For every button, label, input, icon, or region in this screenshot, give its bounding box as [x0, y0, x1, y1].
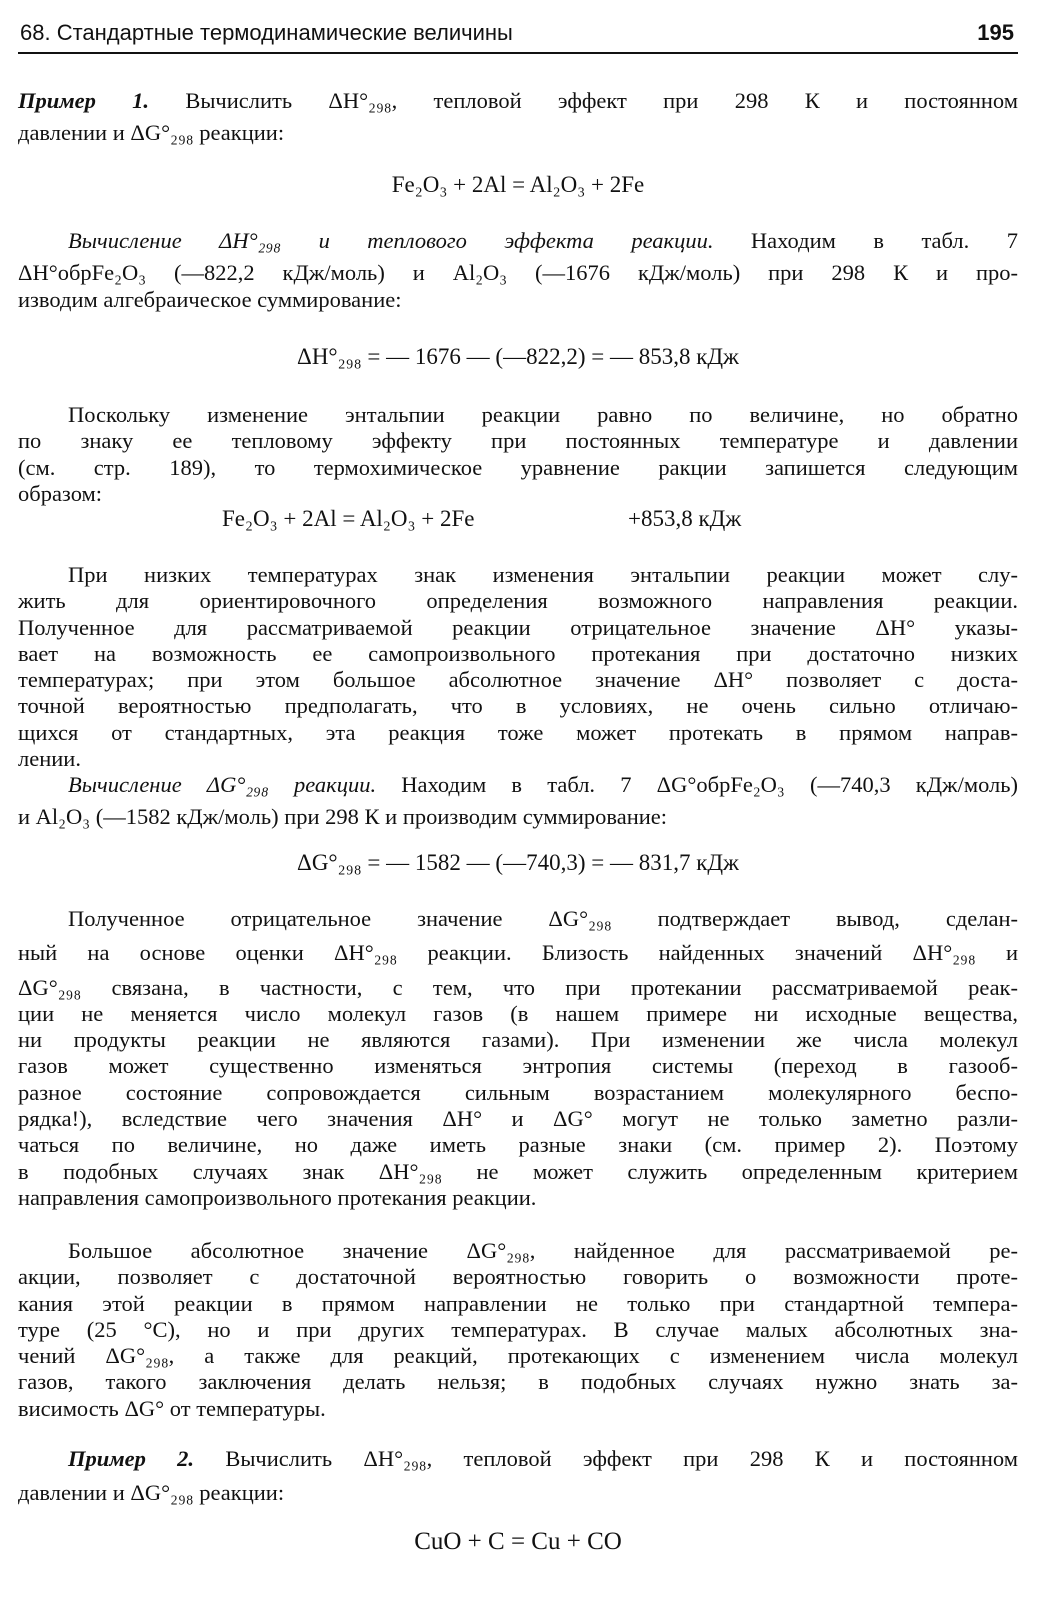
reaction-equation-1: Fe₂O₃ + 2Al = Al₂O₃ + 2Fe: [391, 172, 645, 197]
paragraph-line: ции не меняется число молекул газов (в нашем примере ни исходные вещества,: [18, 1000, 1018, 1026]
example-1-text: Вычислить ΔH°₂₉₈, тепловой эффект при 298 К и постоянном: [185, 88, 1018, 113]
paragraph-absolute-value: [18, 1238, 1018, 1422]
paragraph-low-temperature: [18, 562, 1018, 772]
book-page: [18, 0, 1018, 1600]
example-2-line-1: [18, 1446, 1018, 1472]
example-2-label: Пример 2.: [68, 1446, 195, 1471]
paragraph-conclusion: [18, 906, 1018, 1211]
paragraph-line: точной вероятностью предполагать, что в условиях, не очень сильно отличаю-: [18, 693, 1018, 719]
calc-gibbs-paragraph: [18, 772, 1018, 831]
calc-gibbs-line-1: [18, 772, 1018, 798]
paragraph-line: Полученное отрицательное значение ΔG°₂₉₈ подтверждает вывод, сделан-: [68, 906, 1018, 931]
paragraph-line: акции, позволяет с достаточной вероятностью говорить о возможности проте-: [18, 1264, 1018, 1290]
paragraph-line: направления самопроизвольного протекания реакции.: [18, 1184, 537, 1210]
paragraph-line: газов, такого заключения делать нельзя; в подобных случаях нужно знать за-: [18, 1369, 1018, 1395]
thermochemical-equation-right: +853,8 кДж: [628, 506, 742, 531]
paragraph-line: ΔG°₂₉₈ связана, в частности, с тем, что при протекании рассматриваемой реак-: [18, 974, 1018, 1000]
paragraph-line: ни продукты реакции не являются газами). При изменении же числа молекул: [18, 1027, 1018, 1053]
paragraph-line: чений ΔG°₂₉₈, а также для реакций, протекающих с изменением числа молекул: [18, 1343, 1018, 1369]
paragraph-line: в подобных случаях знак ΔH°₂₉₈ не может служить определенным критерием: [18, 1158, 1018, 1184]
paragraph-line: висимость ΔG° от температуры.: [18, 1395, 326, 1421]
thermochemical-equation-left: Fe₂O₃ + 2Al = Al₂O₃ + 2Fe: [222, 506, 475, 531]
calc-enthalpy-paragraph: [18, 228, 1018, 313]
example-2-text: Вычислить ΔH°₂₉₈, тепловой эффект при 298 К и постоянном: [225, 1446, 1018, 1471]
paragraph-line: температурах; при этом большое абсолютное значение ΔH° позволяет с доста-: [18, 667, 1018, 693]
paragraph-line: (см. стр. 189), то термохимическое уравнение ракции запишется следующим: [18, 454, 1018, 480]
enthalpy-equation: ΔH°₂₉₈ = — 1676 — (—822,2) = — 853,8 кДж: [297, 344, 739, 369]
example-1-label: Пример 1.: [18, 88, 150, 113]
paragraph-line: жить для ориентировочного определения возможного направления реакции.: [18, 588, 1018, 614]
paragraph-line: чаться по величине, но даже иметь разные знаки (см. пример 2). Поэтому: [18, 1132, 1018, 1158]
paragraph-line: лении.: [18, 746, 81, 772]
paragraph-line: вает на возможность ее самопроизвольного протекания при достаточно низких: [18, 640, 1018, 666]
page-number: 195: [977, 20, 1014, 45]
paragraph-line: При низких температурах знак изменения энтальпии реакции может слу-: [68, 562, 1018, 587]
paragraph-line: по знаку ее тепловому эффекту при постоянных температуре и давлении: [18, 428, 1018, 454]
paragraph-line: газов может существенно изменяться энтропия системы (переход в газооб-: [18, 1053, 1018, 1079]
paragraph-line: разное состояние сопровождается сильным возрастанием молекулярного беспо-: [18, 1079, 1018, 1105]
calc-gibbs-line-2: и Al₂O₃ (—1582 кДж/моль) при 298 К и производим суммирование:: [18, 804, 668, 830]
gibbs-equation: ΔG°₂₉₈ = — 1582 — (—740,3) = — 831,7 кДж: [297, 850, 739, 875]
paragraph-line: Большое абсолютное значение ΔG°₂₉₈, найденное для рассматриваемой ре-: [68, 1238, 1018, 1263]
calc-enthalpy-line-2: ΔH°обрFe₂O₃ (—822,2 кДж/моль) и Al₂O₃ (—1676 кДж/моль) при 298 К и про-: [18, 260, 1018, 286]
example-2-line-2: давлении и ΔG°₂₉₈ реакции:: [18, 1480, 285, 1506]
paragraph-line: ный на основе оценки ΔH°₂₉₈ реакции. Близость найденных значений ΔH°₂₉₈ и: [18, 940, 1018, 966]
calc-gibbs-text: Находим в табл. 7 ΔG°обрFe₂O₃ (—740,3 кДж/моль): [401, 772, 1019, 797]
calc-enthalpy-text: Находим в табл. 7: [750, 228, 1018, 253]
paragraph-line: туре (25 °С), но и при других температурах. В случае малых абсолютных зна-: [18, 1316, 1018, 1342]
paragraph-line: кания этой реакции в прямом направлении не только при стандартной темпера-: [18, 1290, 1018, 1316]
paragraph-line: рядка!), вследствие чего значения ΔH° и ΔG° могут не только заметно разли-: [18, 1106, 1018, 1132]
calc-enthalpy-line-3: изводим алгебраическое суммирование:: [18, 286, 402, 312]
running-header: [18, 18, 1018, 54]
example-2: [18, 1446, 1018, 1507]
reaction-equation-2: CuO + C = Cu + CO: [414, 1528, 622, 1555]
example-1-line-2: давлении и ΔG°₂₉₈ реакции:: [18, 120, 285, 146]
paragraph-line: образом:: [18, 480, 103, 506]
paragraph-line: Полученное для рассматриваемой реакции отрицательное значение ΔH° указы-: [18, 614, 1018, 640]
example-1: [18, 88, 1018, 147]
calc-gibbs-heading: Вычисление ΔG°₂₉₈ реакции.: [68, 772, 377, 797]
calc-enthalpy-heading: Вычисление ΔH°₂₉₈ и теплового эффекта реакции.: [68, 228, 714, 253]
chapter-title: 68. Стандартные термодинамические величины: [20, 20, 513, 45]
paragraph-line: щихся от стандартных, эта реакция тоже может протекать в прямом направ-: [18, 719, 1018, 745]
paragraph-line: Поскольку изменение энтальпии реакции равно по величине, но обратно: [68, 402, 1018, 427]
paragraph-thermochemical: [18, 402, 1018, 507]
example-1-line-1: [18, 88, 1018, 114]
calc-enthalpy-line-1: [18, 228, 1018, 254]
